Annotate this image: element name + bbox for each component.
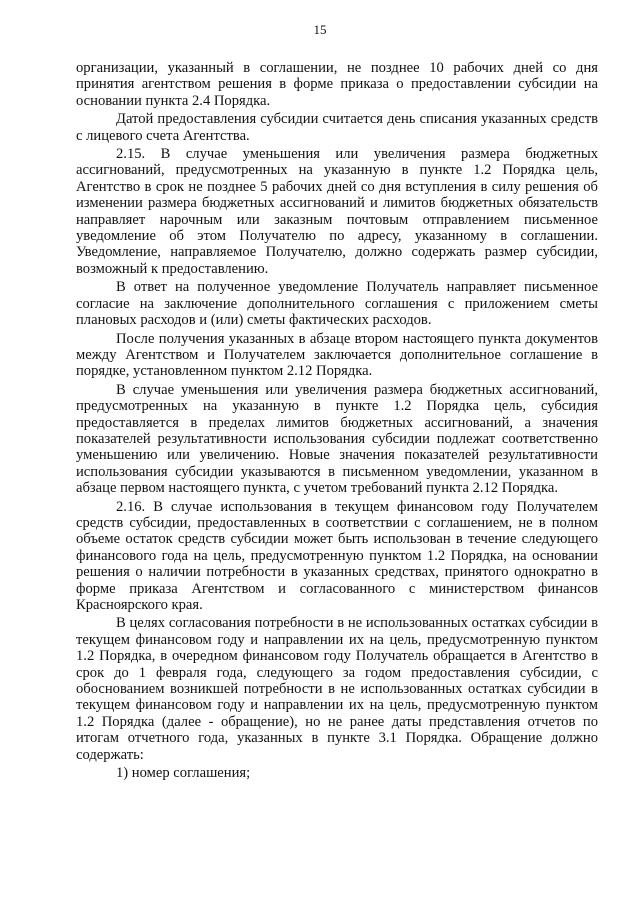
paragraph: В целях согласования потребности в не использованных остатках субсидии в текущем финансовом году и направлении их на цель, предусмотренную пунктом 1.2 Порядка, в очередном финансовом году Получатель обращается в Агентство в срок до 1 февраля года, следующего за годом предоставления субсидии, с обоснованием возникшей потребности в не использованных остатках субсидии в текущем финансовом году и направлении их на цель, предусмотренную пунктом 1.2 Порядка (далее - обращение), но не ранее даты представления отчетов по итогам отчетного года, указанных в пункте 3.1 Порядка. Обращение должно содержать: — [76, 615, 598, 763]
paragraph: 2.16. В случае использования в текущем финансовом году Получателем средств субсидии, предоставленных в соответствии с соглашением, не в полном объеме остаток средств субсидии может быть использован в течение следующего финансового года на цель, предусмотренную пунктом 1.2 Порядка, на основании решения о наличии потребности в указанных средствах, принятого однократно в форме приказа Агентством и согласованного с министерством финансов Красноярского края. — [76, 498, 598, 613]
paragraph: Датой предоставления субсидии считается день списания указанных средств с лицевого счета Агентства. — [76, 111, 598, 144]
paragraph: организации, указанный в соглашении, не позднее 10 рабочих дней со дня принятия агентством решения в форме приказа о предоставлении субсидии на основании пункта 2.4 Порядка. — [76, 60, 598, 109]
page-number: 15 — [313, 22, 327, 37]
paragraph: В ответ на полученное уведомление Получатель направляет письменное согласие на заключение дополнительного соглашения с приложением сметы плановых расходов и (или) сметы фактических расходов. — [76, 279, 598, 329]
paragraph: 1) номер соглашения; — [116, 765, 251, 782]
paragraph: 2.15. В случае уменьшения или увеличения размера бюджетных ассигнований, предусмотренных на указанную в пункте 1.2 Порядка цель, Агентство в срок не позднее 5 рабочих дней со дня вступления в силу решения об изменении размера бюджетных ассигнований и лимитов бюджетных обязательств направляет нарочным или заказным почтовым отправлением письменное уведомление об этом Получателю по адресу, указанному в соглашении. Уведомление, направляемое Получателю, должно содержать размер субсидии, возможный к предоставлению. — [76, 146, 598, 277]
document-body — [76, 60, 598, 781]
paragraph: В случае уменьшения или увеличения размера бюджетных ассигнований, предусмотренных на указанную в пункте 1.2 Порядка цель, субсидия предоставляется в пределах лимитов бюджетных ассигнований, а значения показателей результативности использования субсидии подлежат соответственно уменьшению или увеличению. Новые значения показателей результативности использования субсидии указываются в письменном уведомлении, указанном в абзаце первом настоящего пункта, с учетом требований пункта 2.12 Порядка. — [76, 381, 598, 497]
paragraph: После получения указанных в абзаце втором настоящего пункта документов между Агентством и Получателем заключается дополнительное соглашение в порядке, установленном пунктом 2.12 Порядка. — [76, 330, 598, 380]
